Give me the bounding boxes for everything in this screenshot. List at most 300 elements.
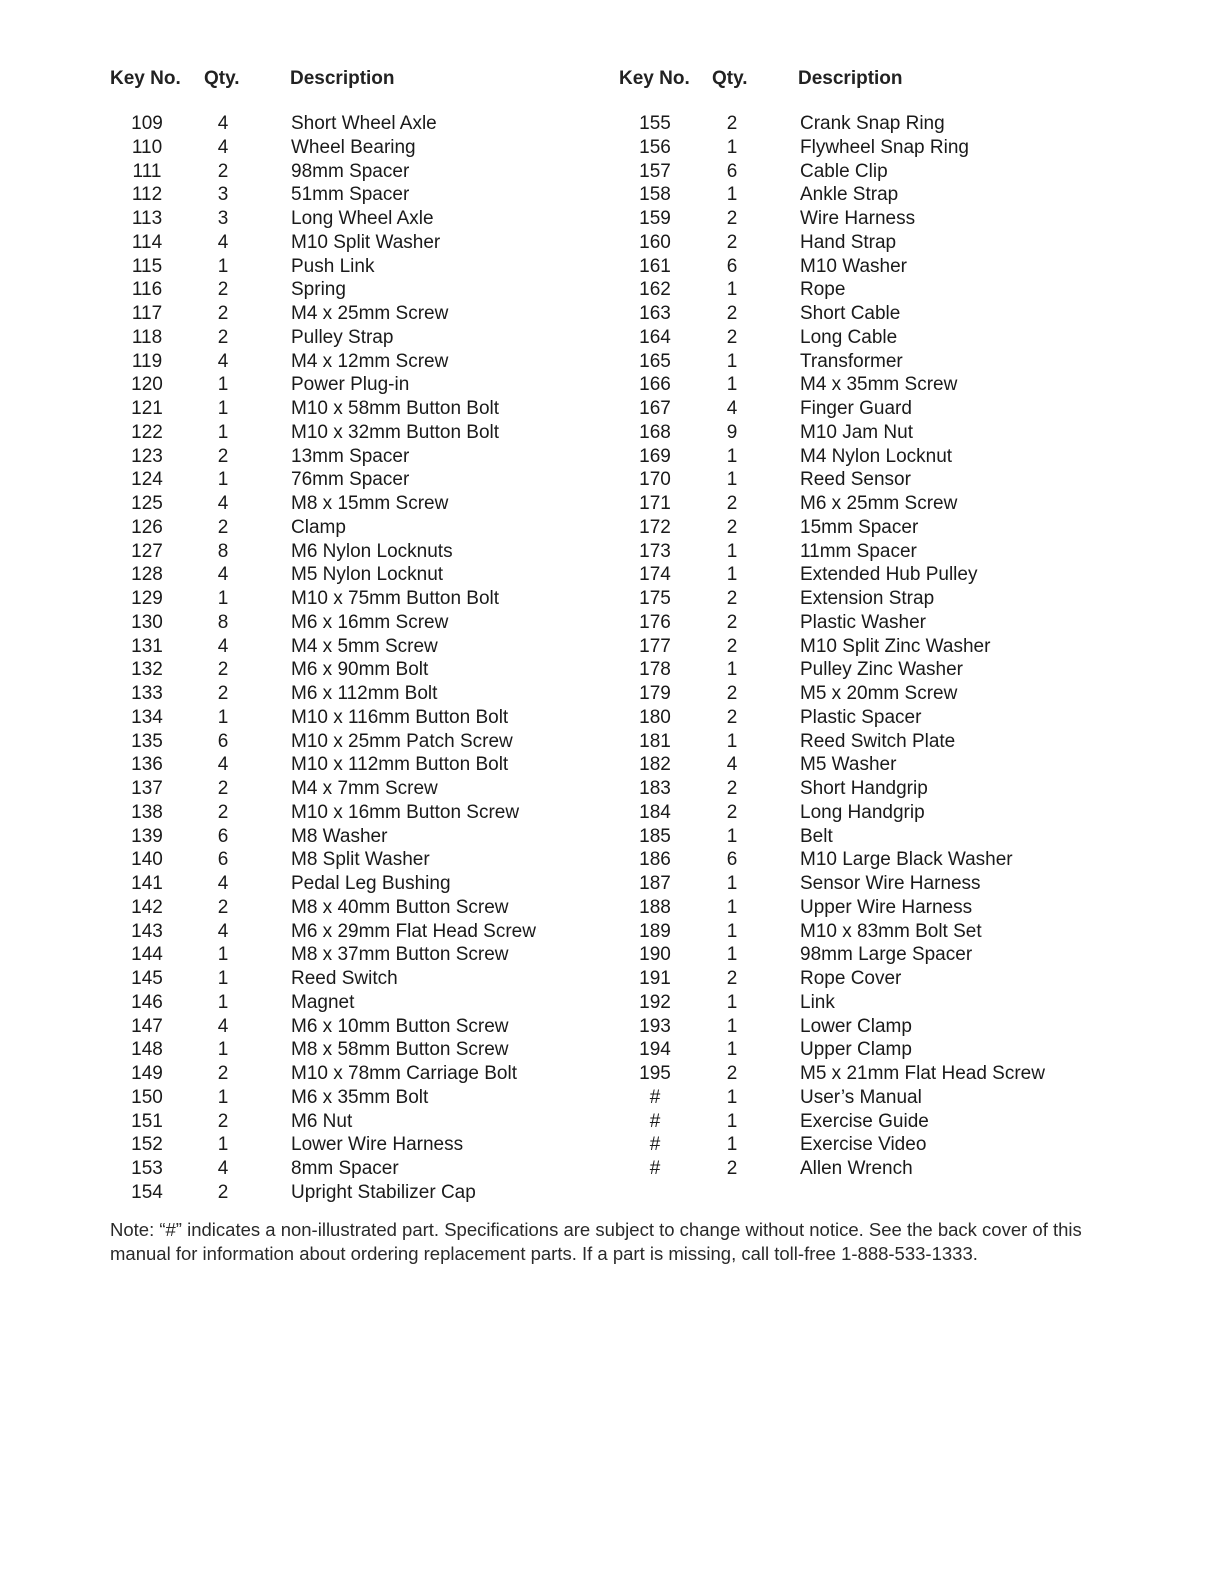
table-row [612,421,1224,445]
qty-cell: 2 [726,588,738,609]
qty-cell: 1 [726,991,738,1013]
description-cell: Pulley Zinc Washer [800,659,963,681]
table-row [612,872,1224,896]
qty-cell: 1 [726,873,738,894]
description-cell: M4 Nylon Locknut [800,445,953,467]
key-no-cell: 125 [131,493,163,514]
key-no-cell: 178 [639,659,671,681]
table-row [0,207,612,231]
table-row [612,160,1224,184]
qty-cell: 1 [726,445,738,467]
qty-cell: 2 [726,778,738,799]
qty-cell: 2 [726,706,738,728]
qty-cell: 1 [726,564,738,586]
key-no-cell: 148 [131,1039,163,1061]
key-no-cell: 181 [639,730,671,752]
qty-cell: 1 [726,1110,738,1132]
table-row [0,1015,612,1039]
table-row [612,753,1224,777]
description-cell: Wire Harness [800,208,916,229]
key-no-cell: 168 [639,421,671,443]
qty-cell: 1 [726,896,738,918]
qty-cell: 2 [217,516,229,538]
key-no-cell: 166 [639,374,671,396]
key-no-cell: 179 [639,683,671,704]
table-row [612,112,1224,136]
table-row [0,278,612,302]
description-cell: Upright Stabilizer Cap [291,1181,476,1203]
table-row [0,587,612,611]
table-row [0,421,612,445]
header-description-right: Description [798,68,903,89]
key-no-cell: 158 [639,184,671,206]
qty-cell: 2 [726,208,738,229]
table-row [0,1062,612,1086]
table-row [612,991,1224,1015]
key-no-cell: 134 [131,706,163,728]
key-no-cell: 135 [131,730,163,752]
qty-cell: 6 [217,730,229,752]
table-row [0,753,612,777]
key-no-cell: 131 [131,635,163,657]
key-no-cell: 126 [131,516,163,538]
description-cell: Power Plug-in [291,374,410,396]
table-row [0,1133,612,1157]
qty-cell: 1 [726,184,738,206]
table-row [0,302,612,326]
description-cell: Short Wheel Axle [291,113,437,134]
qty-cell: 4 [217,873,229,894]
description-cell: Long Cable [800,326,898,348]
key-no-cell: 164 [639,326,671,348]
description-cell: M5 x 21mm Flat Head Screw [800,1063,1045,1084]
qty-cell: 1 [726,730,738,752]
key-no-cell: 133 [131,683,163,704]
description-cell: Spring [291,279,346,301]
description-cell: M8 x 37mm Button Screw [291,944,509,966]
table-row [612,183,1224,207]
key-no-cell: 114 [131,231,163,253]
description-cell: Crank Snap Ring [800,113,945,134]
table-row [612,1062,1224,1086]
description-cell: M5 x 20mm Screw [800,683,958,704]
qty-cell: 4 [217,754,229,776]
description-cell: M6 x 16mm Screw [291,611,449,633]
qty-cell: 8 [217,611,229,633]
parts-table-right [612,112,1224,1181]
table-row [612,801,1224,825]
description-cell: M6 Nut [291,1110,353,1132]
table-row [0,160,612,184]
table-row [0,397,612,421]
key-no-cell: # [649,1110,661,1132]
key-no-cell: 167 [639,398,671,419]
key-no-cell: 193 [639,1015,671,1037]
table-row [612,278,1224,302]
description-cell: Reed Sensor [800,469,911,491]
description-cell: M10 Split Washer [291,231,441,253]
table-row [612,231,1224,255]
table-row [0,516,612,540]
table-row [0,730,612,754]
table-row [0,1157,612,1181]
qty-cell: 2 [217,445,229,467]
description-cell: User’s Manual [800,1086,922,1108]
description-cell: Long Handgrip [800,801,925,823]
description-cell: M10 x 83mm Bolt Set [800,920,982,942]
table-row [0,112,612,136]
qty-cell: 2 [726,1158,738,1179]
qty-cell: 2 [726,516,738,538]
key-no-cell: 121 [131,398,163,419]
key-no-cell: 192 [639,991,671,1013]
table-row [0,658,612,682]
qty-cell: 2 [217,303,229,324]
description-cell: Lower Clamp [800,1015,912,1037]
table-row [0,540,612,564]
qty-cell: 1 [217,1039,229,1061]
description-cell: M6 x 29mm Flat Head Screw [291,920,536,942]
description-cell: 15mm Spacer [800,516,919,538]
footnote: Note: “#” indicates a non-illustrated part. Specifications are subject to change without notice. See the back cover of this manual for information about ordering replacement parts. If a part is missing, call toll-free 1-888-533-1333. [110,1219,1082,1264]
qty-cell: 2 [726,801,738,823]
key-no-cell: 157 [639,160,671,182]
qty-cell: 2 [726,113,738,134]
table-row [612,1110,1224,1134]
key-no-cell: 160 [639,231,671,253]
description-cell: M6 x 10mm Button Screw [291,1015,509,1037]
table-row [0,468,612,492]
qty-cell: 4 [217,1015,229,1037]
description-cell: Reed Switch Plate [800,730,956,752]
qty-cell: 2 [217,778,229,799]
key-no-cell: 111 [132,160,162,182]
description-cell: Upper Wire Harness [800,896,973,918]
key-no-cell: 109 [131,113,163,134]
qty-cell: 4 [217,231,229,253]
qty-cell: 6 [217,849,229,871]
qty-cell: 4 [217,350,229,372]
description-cell: Push Link [291,255,375,277]
qty-cell: 1 [217,706,229,728]
table-row [612,326,1224,350]
description-cell: Finger Guard [800,398,912,419]
key-no-cell: 147 [131,1015,163,1037]
table-row [612,825,1224,849]
qty-cell: 6 [726,160,738,182]
table-row [0,896,612,920]
description-cell: M10 x 75mm Button Bolt [291,588,500,609]
header-description-left: Description [290,68,395,89]
key-no-cell: 162 [639,279,671,301]
description-cell: M10 x 32mm Button Bolt [291,421,500,443]
key-no-cell: 176 [639,611,671,633]
table-row [0,373,612,397]
table-row [612,896,1224,920]
qty-cell: 2 [217,326,229,348]
parts-table-left [0,112,612,1205]
table-row [0,445,612,469]
table-row [612,920,1224,944]
description-cell: M10 x 112mm Button Bolt [291,754,509,776]
qty-cell: 1 [217,374,229,396]
qty-cell: 1 [726,469,738,491]
description-cell: M8 x 15mm Screw [291,493,449,514]
header-key-no-left: Key No. [110,68,181,89]
qty-cell: 2 [726,1063,738,1084]
qty-cell: 2 [217,659,229,681]
description-cell: M10 x 116mm Button Bolt [291,706,509,728]
qty-cell: 1 [726,1134,738,1156]
description-cell: M10 Jam Nut [800,421,913,443]
qty-cell: 1 [726,1039,738,1061]
description-cell: M10 x 25mm Patch Screw [291,730,513,752]
description-cell: M5 Nylon Locknut [291,564,444,586]
key-no-cell: 120 [131,374,163,396]
key-no-cell: 186 [639,849,671,871]
description-cell: M6 x 25mm Screw [800,493,958,514]
key-no-cell: 159 [639,208,671,229]
table-row [612,658,1224,682]
header-key-no-right: Key No. [619,68,690,89]
table-row [612,350,1224,374]
key-no-cell: 150 [131,1086,163,1108]
qty-cell: 1 [726,659,738,681]
description-cell: Upper Clamp [800,1039,912,1061]
table-row [612,373,1224,397]
key-no-cell: 118 [131,326,163,348]
qty-cell: 4 [217,1158,229,1179]
table-row [0,255,612,279]
key-no-cell: # [649,1158,661,1179]
description-cell: M6 Nylon Locknuts [291,540,453,562]
description-cell: 8mm Spacer [291,1158,399,1179]
key-no-cell: 140 [131,849,163,871]
key-no-cell: 172 [639,516,671,538]
key-no-cell: 143 [131,920,163,942]
qty-cell: 6 [726,849,738,871]
table-row [612,1015,1224,1039]
description-cell: Allen Wrench [800,1158,913,1179]
description-cell: M8 Split Washer [291,849,430,871]
key-no-cell: 155 [639,113,671,134]
description-cell: Extension Strap [800,588,935,609]
key-no-cell: 184 [639,801,671,823]
key-no-cell: 149 [131,1063,163,1084]
qty-cell: 1 [726,1015,738,1037]
description-cell: Rope [800,279,846,301]
description-cell: M10 x 16mm Button Screw [291,801,520,823]
table-row [0,920,612,944]
table-row [0,326,612,350]
description-cell: M8 x 58mm Button Screw [291,1039,509,1061]
qty-cell: 1 [726,374,738,396]
description-cell: M4 x 25mm Screw [291,303,449,324]
key-no-cell: 161 [639,255,671,277]
table-row [612,777,1224,801]
qty-cell: 1 [217,991,229,1013]
key-no-cell: 171 [639,493,671,514]
key-no-cell: 138 [131,801,163,823]
key-no-cell: 116 [131,279,163,301]
description-cell: M4 x 12mm Screw [291,350,449,372]
qty-cell: 1 [726,279,738,301]
table-row [0,777,612,801]
key-no-cell: 142 [131,896,163,918]
description-cell: M6 x 112mm Bolt [291,683,438,704]
key-no-cell: 194 [639,1039,671,1061]
key-no-cell: 130 [131,611,163,633]
table-row [0,492,612,516]
key-no-cell: 110 [131,136,163,158]
description-cell: M8 Washer [291,825,388,847]
qty-cell: 1 [217,944,229,966]
qty-cell: 1 [726,350,738,372]
key-no-cell: 141 [131,873,163,894]
table-row [0,706,612,730]
description-cell: Wheel Bearing [291,136,416,158]
table-row [0,801,612,825]
description-cell: M4 x 5mm Screw [291,635,438,657]
description-cell: 98mm Large Spacer [800,944,973,966]
description-cell: Ankle Strap [800,184,899,206]
qty-cell: 2 [726,231,738,253]
qty-cell: 9 [726,421,738,443]
table-row [612,207,1224,231]
table-row [612,563,1224,587]
description-cell: Plastic Washer [800,611,926,633]
description-cell: Sensor Wire Harness [800,873,981,894]
key-no-cell: 175 [639,588,671,609]
table-row [612,492,1224,516]
table-row [612,1157,1224,1181]
table-row [612,1133,1224,1157]
description-cell: Reed Switch [291,968,398,989]
qty-cell: 1 [726,920,738,942]
key-no-cell: 165 [639,350,671,372]
key-no-cell: 144 [131,944,163,966]
table-row [612,587,1224,611]
description-cell: Rope Cover [800,968,902,989]
table-row [612,611,1224,635]
qty-cell: 1 [726,944,738,966]
key-no-cell: 185 [639,825,671,847]
qty-cell: 4 [217,564,229,586]
description-cell: Pedal Leg Bushing [291,873,451,894]
description-cell: Short Handgrip [800,778,928,799]
key-no-cell: 146 [131,991,163,1013]
qty-cell: 4 [726,398,738,419]
description-cell: M5 Washer [800,754,897,776]
key-no-cell: 119 [131,350,163,372]
key-no-cell: 117 [131,303,163,324]
description-cell: Cable Clip [800,160,888,182]
key-no-cell: # [649,1086,661,1108]
description-cell: Pulley Strap [291,326,394,348]
table-row [0,943,612,967]
table-row [0,825,612,849]
table-row [612,468,1224,492]
description-cell: Exercise Guide [800,1110,929,1132]
description-cell: M10 Washer [800,255,907,277]
key-no-cell: 136 [131,754,163,776]
table-row [612,848,1224,872]
table-row [612,516,1224,540]
qty-cell: 4 [726,754,738,776]
qty-cell: 2 [726,968,738,989]
table-row [612,682,1224,706]
qty-cell: 1 [726,1086,738,1108]
table-row [0,1086,612,1110]
description-cell: Clamp [291,516,346,538]
key-no-cell: 156 [639,136,671,158]
table-row [612,255,1224,279]
header-qty-left: Qty. [204,68,240,89]
description-cell: M10 Large Black Washer [800,849,1013,871]
key-no-cell: 151 [131,1110,163,1132]
qty-cell: 1 [217,968,229,989]
description-cell: 13mm Spacer [291,445,410,467]
qty-cell: 1 [217,421,229,443]
table-row [0,1110,612,1134]
qty-cell: 2 [217,801,229,823]
qty-cell: 2 [726,611,738,633]
key-no-cell: 190 [639,944,671,966]
qty-cell: 1 [217,255,229,277]
table-row [0,563,612,587]
qty-cell: 4 [217,635,229,657]
key-no-cell: 170 [639,469,671,491]
table-row [612,136,1224,160]
key-no-cell: 163 [639,303,671,324]
table-row [612,967,1224,991]
table-row [612,706,1224,730]
qty-cell: 1 [217,469,229,491]
qty-cell: 2 [217,1110,229,1132]
qty-cell: 6 [217,825,229,847]
key-no-cell: 124 [131,469,163,491]
table-row [0,872,612,896]
description-cell: Hand Strap [800,231,897,253]
qty-cell: 2 [217,1063,229,1084]
qty-cell: 1 [217,588,229,609]
qty-cell: 2 [726,635,738,657]
qty-cell: 1 [726,540,738,562]
qty-cell: 2 [217,683,229,704]
key-no-cell: 153 [131,1158,163,1179]
table-row [0,967,612,991]
table-row [612,943,1224,967]
qty-cell: 2 [217,1181,229,1203]
table-row [0,991,612,1015]
table-row [0,136,612,160]
key-no-cell: 122 [131,421,163,443]
table-row [612,730,1224,754]
description-cell: Flywheel Snap Ring [800,136,969,158]
qty-cell: 2 [726,303,738,324]
qty-cell: 2 [726,683,738,704]
qty-cell: 1 [726,825,738,847]
key-no-cell: 180 [639,706,671,728]
header-qty-right: Qty. [712,68,748,89]
qty-cell: 4 [217,136,229,158]
description-cell: Lower Wire Harness [291,1134,464,1156]
description-cell: Transformer [800,350,903,372]
description-cell: 11mm Spacer [800,540,917,562]
qty-cell: 2 [217,896,229,918]
key-no-cell: # [649,1134,661,1156]
key-no-cell: 174 [639,564,671,586]
